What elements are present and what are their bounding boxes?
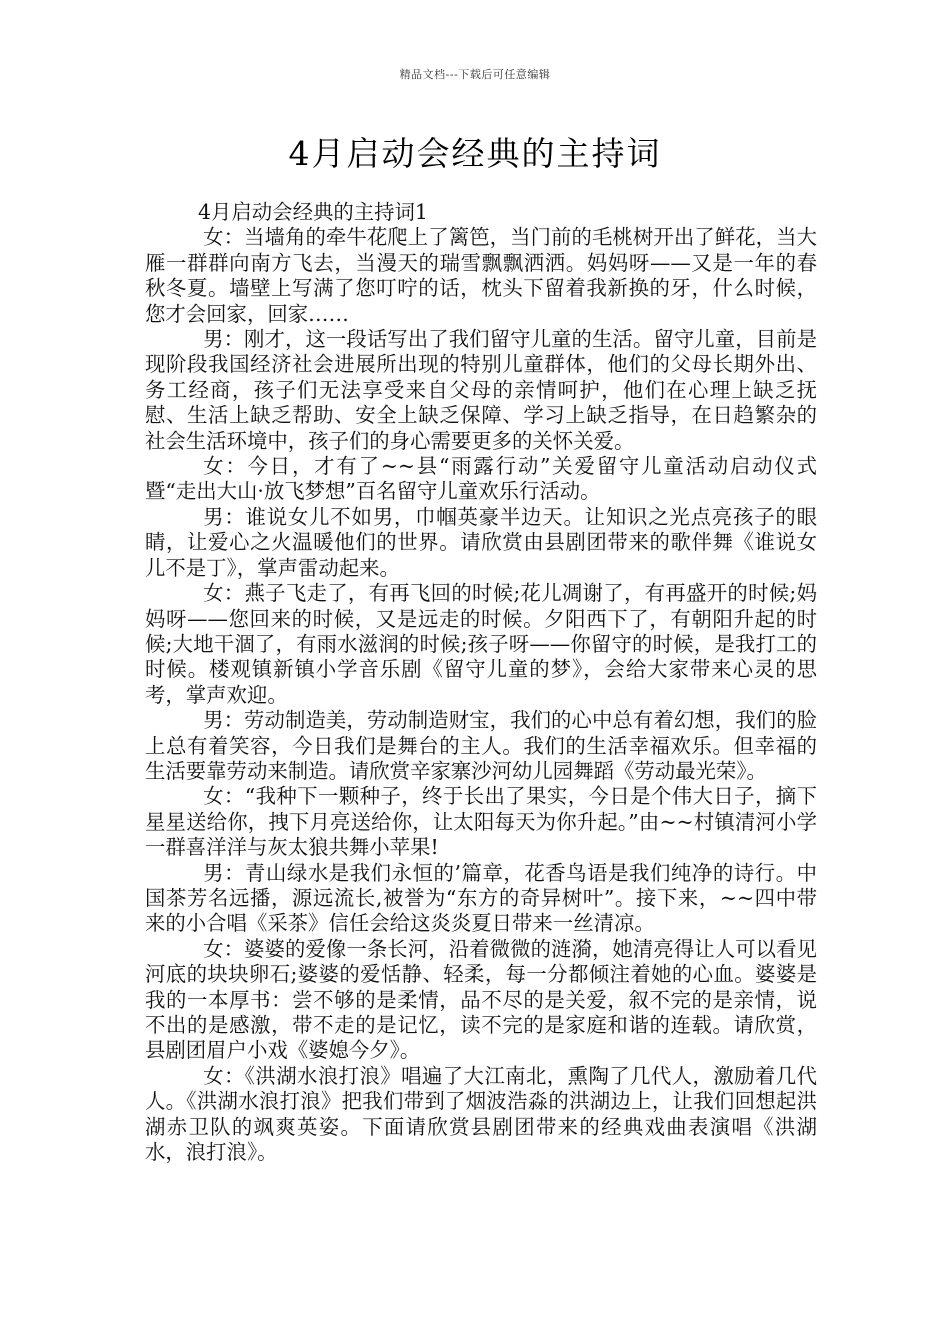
document-title: 4月启动会经典的主持词 <box>288 134 662 173</box>
paragraph: 男：劳动制造美，劳动制造财宝，我们的心中总有着幻想，我们的脸上总有着笑容，今日我们是舞台的主人。我们的生活幸福欢乐。但幸福的生活要靠劳动来制造。请欣赏辛家寨沙河幼儿园舞蹈《劳动最光荣》。 <box>145 708 817 783</box>
paragraph: 男：刚才，这一段话写出了我们留守儿童的生活。留守儿童，目前是现阶段我国经济社会进展所出现的特别儿童群体，他们的父母长期外出、务工经商，孩子们无法享受来自父母的亲情呵护，他们在心理上缺乏抚慰、生活上缺乏帮助、安全上缺乏保障、学习上缺乏指导，在日趋繁杂的社会生活环境中，孩子们的身心需要更多的关怀关爱。 <box>145 327 817 453</box>
paragraph: 女：婆婆的爱像一条长河，沿着微微的涟漪，她清亮得让人可以看见河底的块块卵石;婆婆的爱恬静、轻柔，每一分都倾注着她的心血。婆婆是我的一本厚书：尝不够的是柔情，品不尽的是关爱，叙不完的是亲情，说不出的是感激，带不走的是记忆，读不完的是家庭和谐的连载。请欣赏，县剧团眉户小戏《婆媳今夕》。 <box>145 936 817 1063</box>
document-body <box>145 200 817 1165</box>
paragraph: 女：当墙角的牵牛花爬上了篱笆，当门前的毛桃树开出了鲜花，当大雁一群群向南方飞去，当漫天的瑞雪飘飘洒洒。妈妈呀——又是一年的春秋冬夏。墙壁上写满了您叮咛的话，枕头下留着我新换的牙，什么时候，您才会回家，回家…… <box>145 225 817 326</box>
paragraph: 女：燕子飞走了，有再飞回的时候;花儿凋谢了，有再盛开的时候;妈妈呀——您回来的时候，又是远走的时候。夕阳西下了，有朝阳升起的时候;大地干涸了，有雨水滋润的时候;孩子呀——你留守的时候，是我打工的时候。楼观镇新镇小学音乐剧《留守儿童的梦》，会给大家带来心灵的思考，掌声欢迎。 <box>145 581 817 707</box>
section-heading: 4月启动会经典的主持词1 <box>198 200 428 224</box>
paragraph: 男：谁说女儿不如男，巾帼英豪半边天。让知识之光点亮孩子的眼睛，让爱心之火温暖他们的世界。请欣赏由县剧团带来的歌伴舞《谁说女儿不是丁》，掌声雷动起来。 <box>145 504 817 580</box>
page-header: 精品文档---下载后可任意编辑 <box>399 68 551 81</box>
paragraph: 男：青山绿水是我们永恒的’篇章，花香鸟语是我们纯净的诗行。中国茶芳名远播，源远流长,被誉为“东方的奇异树叶”。接下来，~~四中带来的小合唱《采茶》信任会给这炎炎夏日带来一丝清凉。 <box>145 860 817 936</box>
paragraph: 女：今日，才有了~~县“雨露行动”关爱留守儿童活动启动仪式暨“走出大山·放飞梦想”百名留守儿童欢乐行活动。 <box>145 454 817 504</box>
paragraph: 女：“我种下一颗种子，终于长出了果实，今日是个伟大日子，摘下星星送给你，拽下月亮送给你，让太阳每天为你升起。”由~~村镇清河小学一群喜洋洋与灰太狼共舞小苹果! <box>145 784 817 860</box>
paragraph: 女：《洪湖水浪打浪》唱遍了大江南北，熏陶了几代人，激励着几代人。《洪湖水浪打浪》把我们带到了烟波浩淼的洪湖边上，让我们回想起洪湖赤卫队的飒爽英姿。下面请欣赏县剧团带来的经典戏曲表演唱《洪湖水，浪打浪》。 <box>145 1063 817 1165</box>
